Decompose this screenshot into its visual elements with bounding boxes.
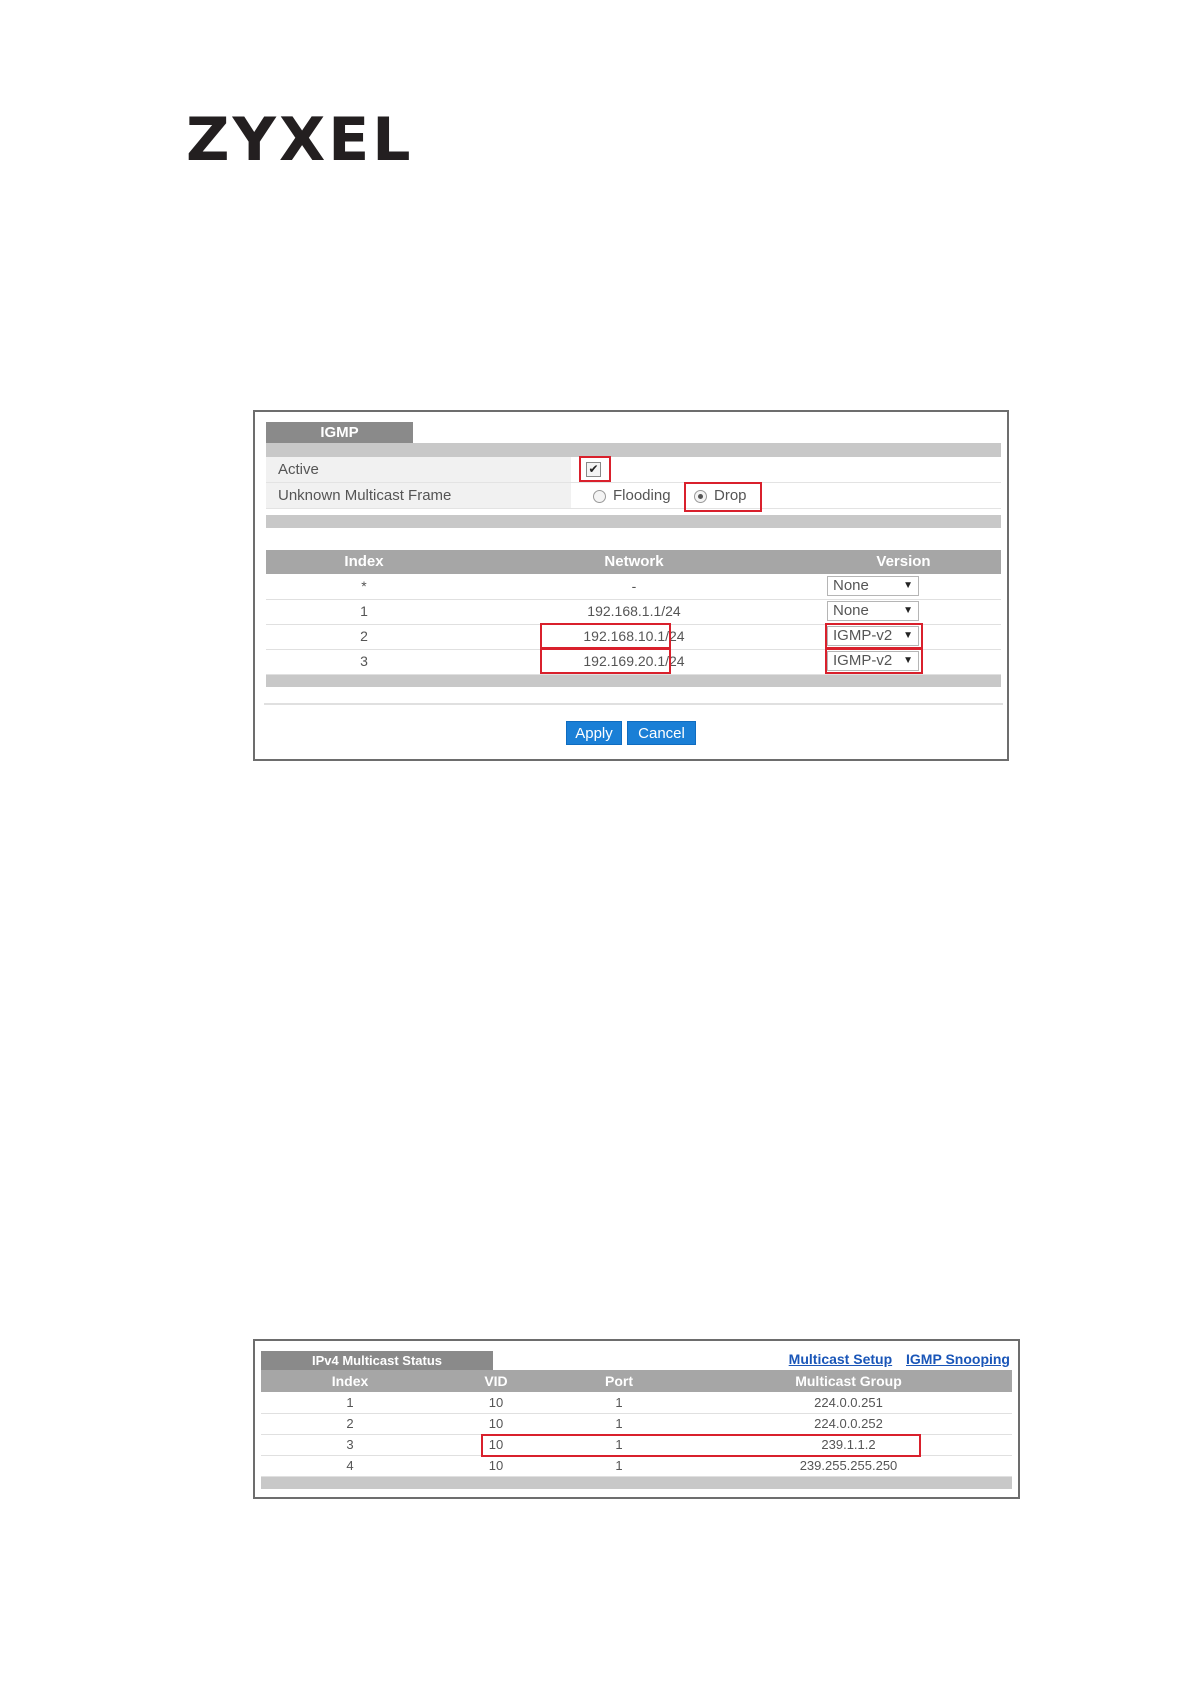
row-index: 2 <box>360 628 368 644</box>
row-index: 1 <box>360 603 368 619</box>
row-port: 1 <box>615 1416 623 1431</box>
row-group: 239.1.1.2 <box>821 1437 876 1452</box>
active-checkbox[interactable]: ✔ <box>586 462 601 477</box>
row-vid: 10 <box>488 1395 504 1410</box>
igmp-settings <box>266 457 1001 509</box>
igmp-panel <box>253 410 1009 761</box>
flooding-radio[interactable] <box>593 490 606 503</box>
version-value: None <box>833 602 869 619</box>
col-vid: VID <box>484 1373 508 1389</box>
drop-highlight <box>684 482 762 512</box>
chevron-down-icon: ▼ <box>903 605 913 616</box>
row-port: 1 <box>615 1437 623 1452</box>
zyxel-logo: ZYXEL <box>186 105 414 175</box>
unknown-multicast-row <box>266 483 1001 509</box>
network-table-header <box>266 550 1001 574</box>
row-vid: 10 <box>488 1437 504 1452</box>
row-port: 1 <box>615 1458 623 1473</box>
version-value: IGMP-v2 <box>833 627 893 644</box>
chevron-down-icon: ▼ <box>903 580 913 591</box>
col-multicast-group: Multicast Group <box>795 1373 902 1389</box>
table-row <box>266 599 1001 625</box>
table-footer-bar <box>261 1477 1012 1489</box>
multicast-status-panel <box>253 1339 1020 1499</box>
table-row <box>261 1413 1012 1435</box>
row-index: 2 <box>346 1416 354 1431</box>
igmp-snooping-link[interactable]: IGMP Snooping <box>906 1351 1010 1367</box>
row-index: 3 <box>360 653 368 669</box>
network-highlight <box>540 623 671 650</box>
version-highlight <box>825 623 923 650</box>
chevron-down-icon: ▼ <box>903 655 913 666</box>
header-links <box>779 1351 1010 1367</box>
row-vid: 10 <box>488 1458 504 1473</box>
divider <box>264 703 1003 705</box>
table-row <box>266 574 1001 600</box>
row-network: 192.169.20.1/24 <box>583 653 685 669</box>
col-version: Version <box>876 553 931 570</box>
row-network: - <box>631 578 637 594</box>
table-row <box>261 1455 1012 1477</box>
row-network: 192.168.1.1/24 <box>587 603 681 619</box>
col-port: Port <box>605 1373 633 1389</box>
section-bar-bottom <box>266 515 1001 528</box>
status-table-header <box>261 1370 1012 1392</box>
row-port: 1 <box>615 1395 623 1410</box>
row-group: 239.255.255.250 <box>799 1458 898 1473</box>
row-network: 192.168.10.1/24 <box>583 628 685 644</box>
row-highlight <box>481 1434 921 1457</box>
active-row <box>266 457 1001 483</box>
table-row <box>261 1392 1012 1414</box>
table-footer-bar <box>266 675 1001 687</box>
chevron-down-icon: ▼ <box>903 630 913 641</box>
row-index: 3 <box>346 1437 354 1452</box>
multicast-setup-link[interactable]: Multicast Setup <box>788 1351 893 1367</box>
active-label: Active <box>266 457 571 482</box>
col-index: Index <box>344 553 384 570</box>
multicast-status-tab[interactable]: IPv4 Multicast Status <box>261 1351 493 1370</box>
row-group: 224.0.0.251 <box>814 1395 883 1410</box>
row-index: 4 <box>346 1458 354 1473</box>
table-row <box>266 649 1001 675</box>
active-highlight <box>579 456 611 482</box>
network-highlight <box>540 647 671 674</box>
igmp-tab[interactable]: IGMP <box>266 422 413 443</box>
drop-label: Drop <box>714 487 747 504</box>
table-row <box>261 1434 1012 1456</box>
version-value: IGMP-v2 <box>833 652 893 669</box>
apply-button[interactable]: Apply <box>566 721 622 745</box>
version-value: None <box>833 577 869 594</box>
cancel-button[interactable]: Cancel <box>627 721 696 745</box>
section-bar <box>266 443 1001 457</box>
row-index: 1 <box>346 1395 354 1410</box>
col-index: Index <box>331 1373 369 1389</box>
col-network: Network <box>604 553 664 570</box>
version-select[interactable] <box>827 601 919 621</box>
flooding-label: Flooding <box>613 487 671 504</box>
version-highlight <box>825 647 923 674</box>
row-index: * <box>361 578 367 594</box>
row-group: 224.0.0.252 <box>814 1416 883 1431</box>
unknown-multicast-label: Unknown Multicast Frame <box>266 483 571 508</box>
row-vid: 10 <box>488 1416 504 1431</box>
version-select[interactable] <box>827 576 919 596</box>
